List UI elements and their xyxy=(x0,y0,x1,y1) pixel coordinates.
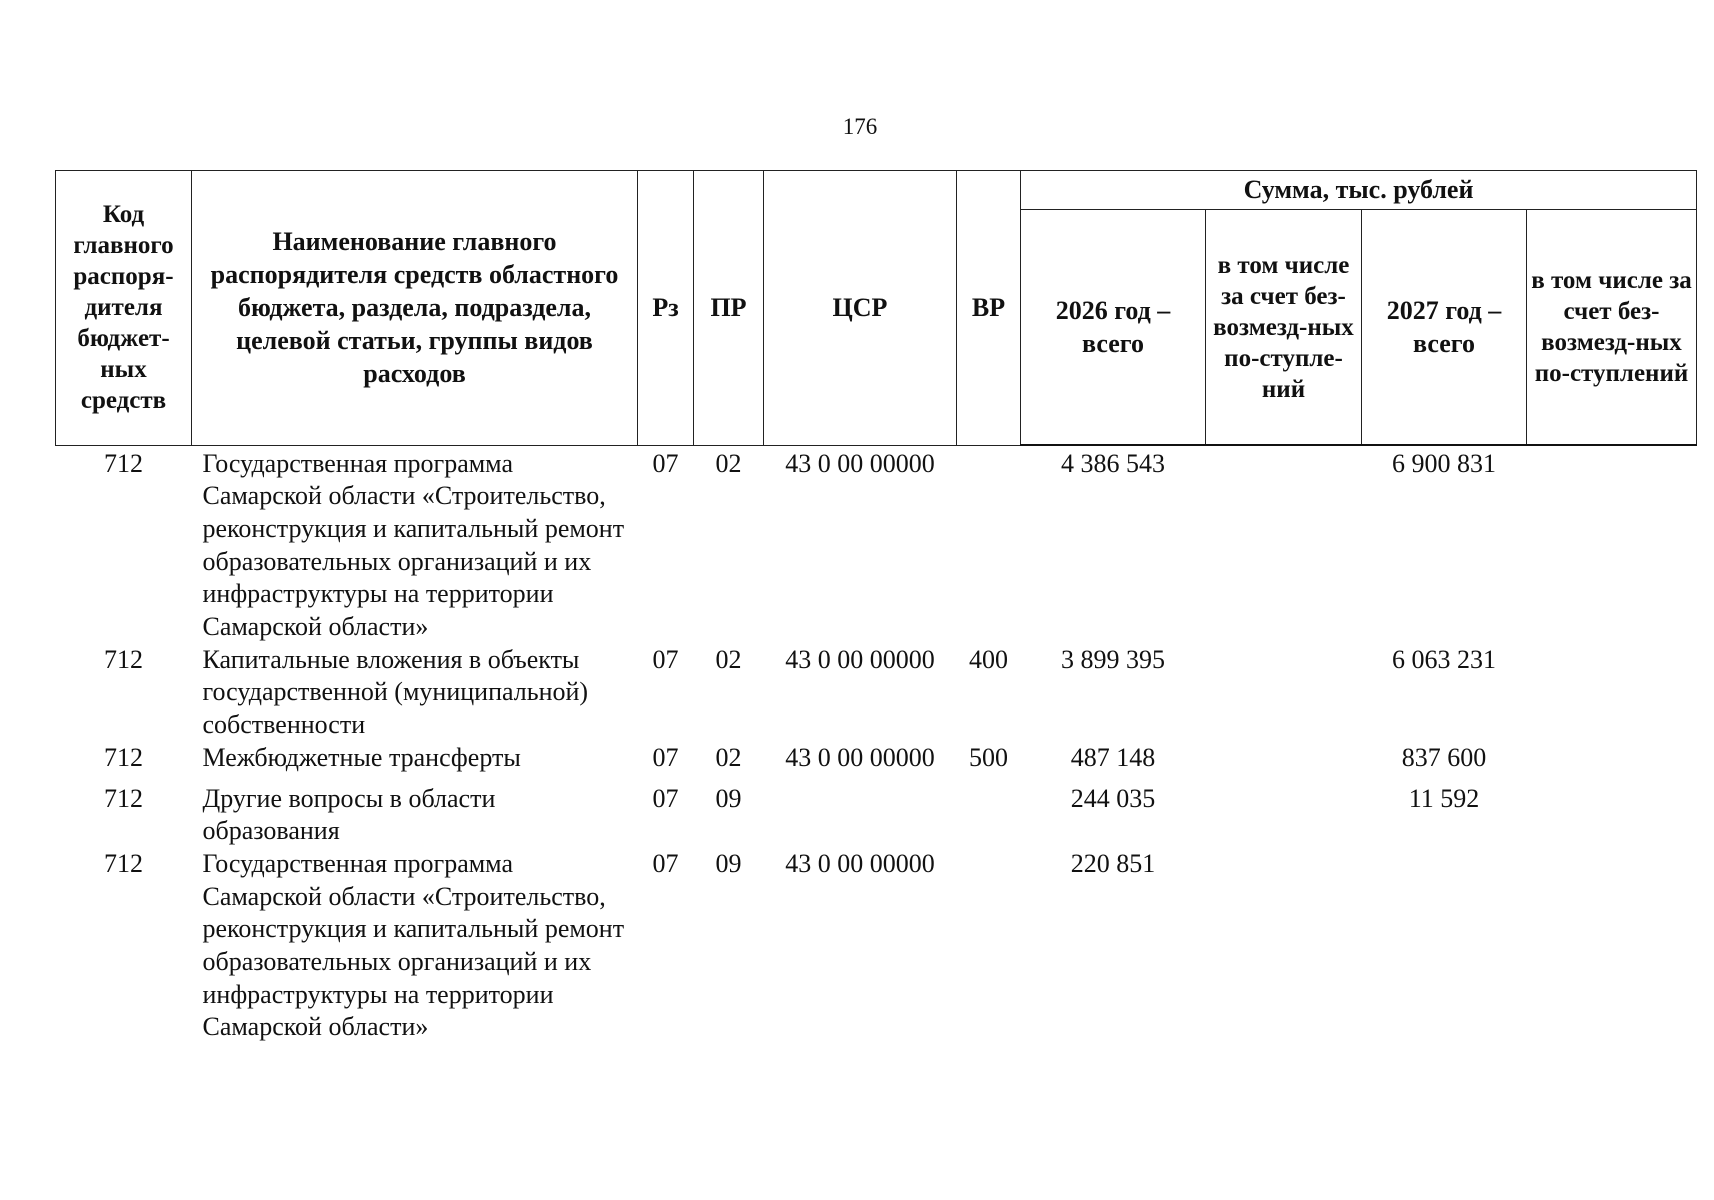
cell-2026-total: 3 899 395 xyxy=(1061,644,1165,674)
table-row xyxy=(56,742,1697,775)
cell-rz: 07 xyxy=(652,644,679,674)
cell-2026-total: 220 851 xyxy=(1070,848,1156,878)
cell-vr xyxy=(957,445,1021,644)
cell-2027-gratuitous xyxy=(1527,775,1697,848)
cell-2027-total: 6 063 231 xyxy=(1392,644,1496,674)
cell-2027-gratuitous xyxy=(1527,742,1697,775)
cell-name: Государственная программа Самарской области «Строительство, реконструкция и капитальный ремонт образовательных организаций и их инфраструктуры на территории Самарской области» xyxy=(202,448,625,642)
table-row xyxy=(56,644,1697,742)
cell-2027-total: 6 900 831 xyxy=(1392,449,1496,478)
cell-pr: 02 xyxy=(715,448,742,478)
cell-2027-total: 11 592 xyxy=(1408,783,1480,813)
table-row xyxy=(56,848,1697,1044)
cell-2026-gratuitous xyxy=(1206,644,1362,742)
cell-2026-gratuitous xyxy=(1206,848,1362,1044)
table-row xyxy=(56,775,1697,848)
cell-pr: 09 xyxy=(715,783,742,813)
header-csr: ЦСР xyxy=(764,171,957,446)
cell-2027-total xyxy=(1362,848,1527,1044)
cell-pr: 02 xyxy=(715,742,742,772)
budget-table xyxy=(55,170,1697,1044)
cell-code: 712 xyxy=(104,644,143,674)
header-sum: Сумма, тыс. рублей xyxy=(1021,171,1697,210)
table-header xyxy=(56,171,1697,446)
cell-code: 712 xyxy=(104,742,143,772)
cell-vr: 500 xyxy=(969,742,1008,772)
cell-name: Другие вопросы в области образования xyxy=(202,783,496,846)
cell-name: Межбюджетные трансферты xyxy=(202,742,521,772)
cell-vr xyxy=(957,775,1021,848)
cell-rz: 07 xyxy=(652,848,679,878)
cell-vr: 400 xyxy=(969,644,1008,674)
cell-2026-total: 244 035 xyxy=(1070,783,1156,813)
header-2027-gratuitous: в том числе за счет без-возмезд-ных по-ступлений xyxy=(1527,210,1697,446)
cell-code: 712 xyxy=(104,783,143,813)
cell-name: Государственная программа Самарской области «Строительство, реконструкция и капитальный ремонт образовательных организаций и их инфраструктуры на территории Самарской области» xyxy=(202,848,625,1042)
table-body xyxy=(56,445,1697,1044)
header-rz: Рз xyxy=(638,171,694,446)
cell-pr: 02 xyxy=(715,644,742,674)
table-row xyxy=(56,445,1697,644)
cell-2026-total: 4 386 543 xyxy=(1061,449,1165,478)
cell-rz: 07 xyxy=(652,448,679,478)
cell-2026-total: 487 148 xyxy=(1070,742,1156,772)
cell-2027-gratuitous xyxy=(1527,644,1697,742)
cell-code: 712 xyxy=(104,848,143,878)
header-2026-gratuitous: в том числе за счет без-возмезд-ных по-ступле-ний xyxy=(1206,210,1362,446)
header-vr: ВР xyxy=(957,171,1021,446)
cell-pr: 09 xyxy=(715,848,742,878)
header-pr: ПР xyxy=(694,171,764,446)
cell-2026-gratuitous xyxy=(1206,775,1362,848)
cell-vr xyxy=(957,848,1021,1044)
header-2026-total: 2026 год – всего xyxy=(1021,210,1206,446)
cell-2026-gratuitous xyxy=(1206,742,1362,775)
header-2027-total: 2027 год – всего xyxy=(1362,210,1527,446)
cell-csr: 43 0 00 00000 xyxy=(785,448,935,478)
cell-2027-gratuitous xyxy=(1527,445,1697,644)
header-code: Код главного распоря-дителя бюджет-ных средств xyxy=(56,171,192,446)
cell-rz: 07 xyxy=(652,742,679,772)
header-name: Наименование главного распорядителя средств областного бюджета, раздела, подраздела, целевой статьи, группы видов расходов xyxy=(192,171,638,446)
cell-rz: 07 xyxy=(652,783,679,813)
cell-csr xyxy=(764,775,957,848)
cell-csr: 43 0 00 00000 xyxy=(785,742,935,772)
page-number: 176 xyxy=(842,114,878,139)
cell-2026-gratuitous xyxy=(1206,445,1362,644)
cell-csr: 43 0 00 00000 xyxy=(785,644,935,674)
cell-csr: 43 0 00 00000 xyxy=(785,848,935,878)
cell-code: 712 xyxy=(104,448,143,478)
cell-name: Капитальные вложения в объекты государственной (муниципальной) собственности xyxy=(202,644,589,740)
cell-2027-total: 837 600 xyxy=(1401,742,1487,772)
cell-2027-gratuitous xyxy=(1527,848,1697,1044)
